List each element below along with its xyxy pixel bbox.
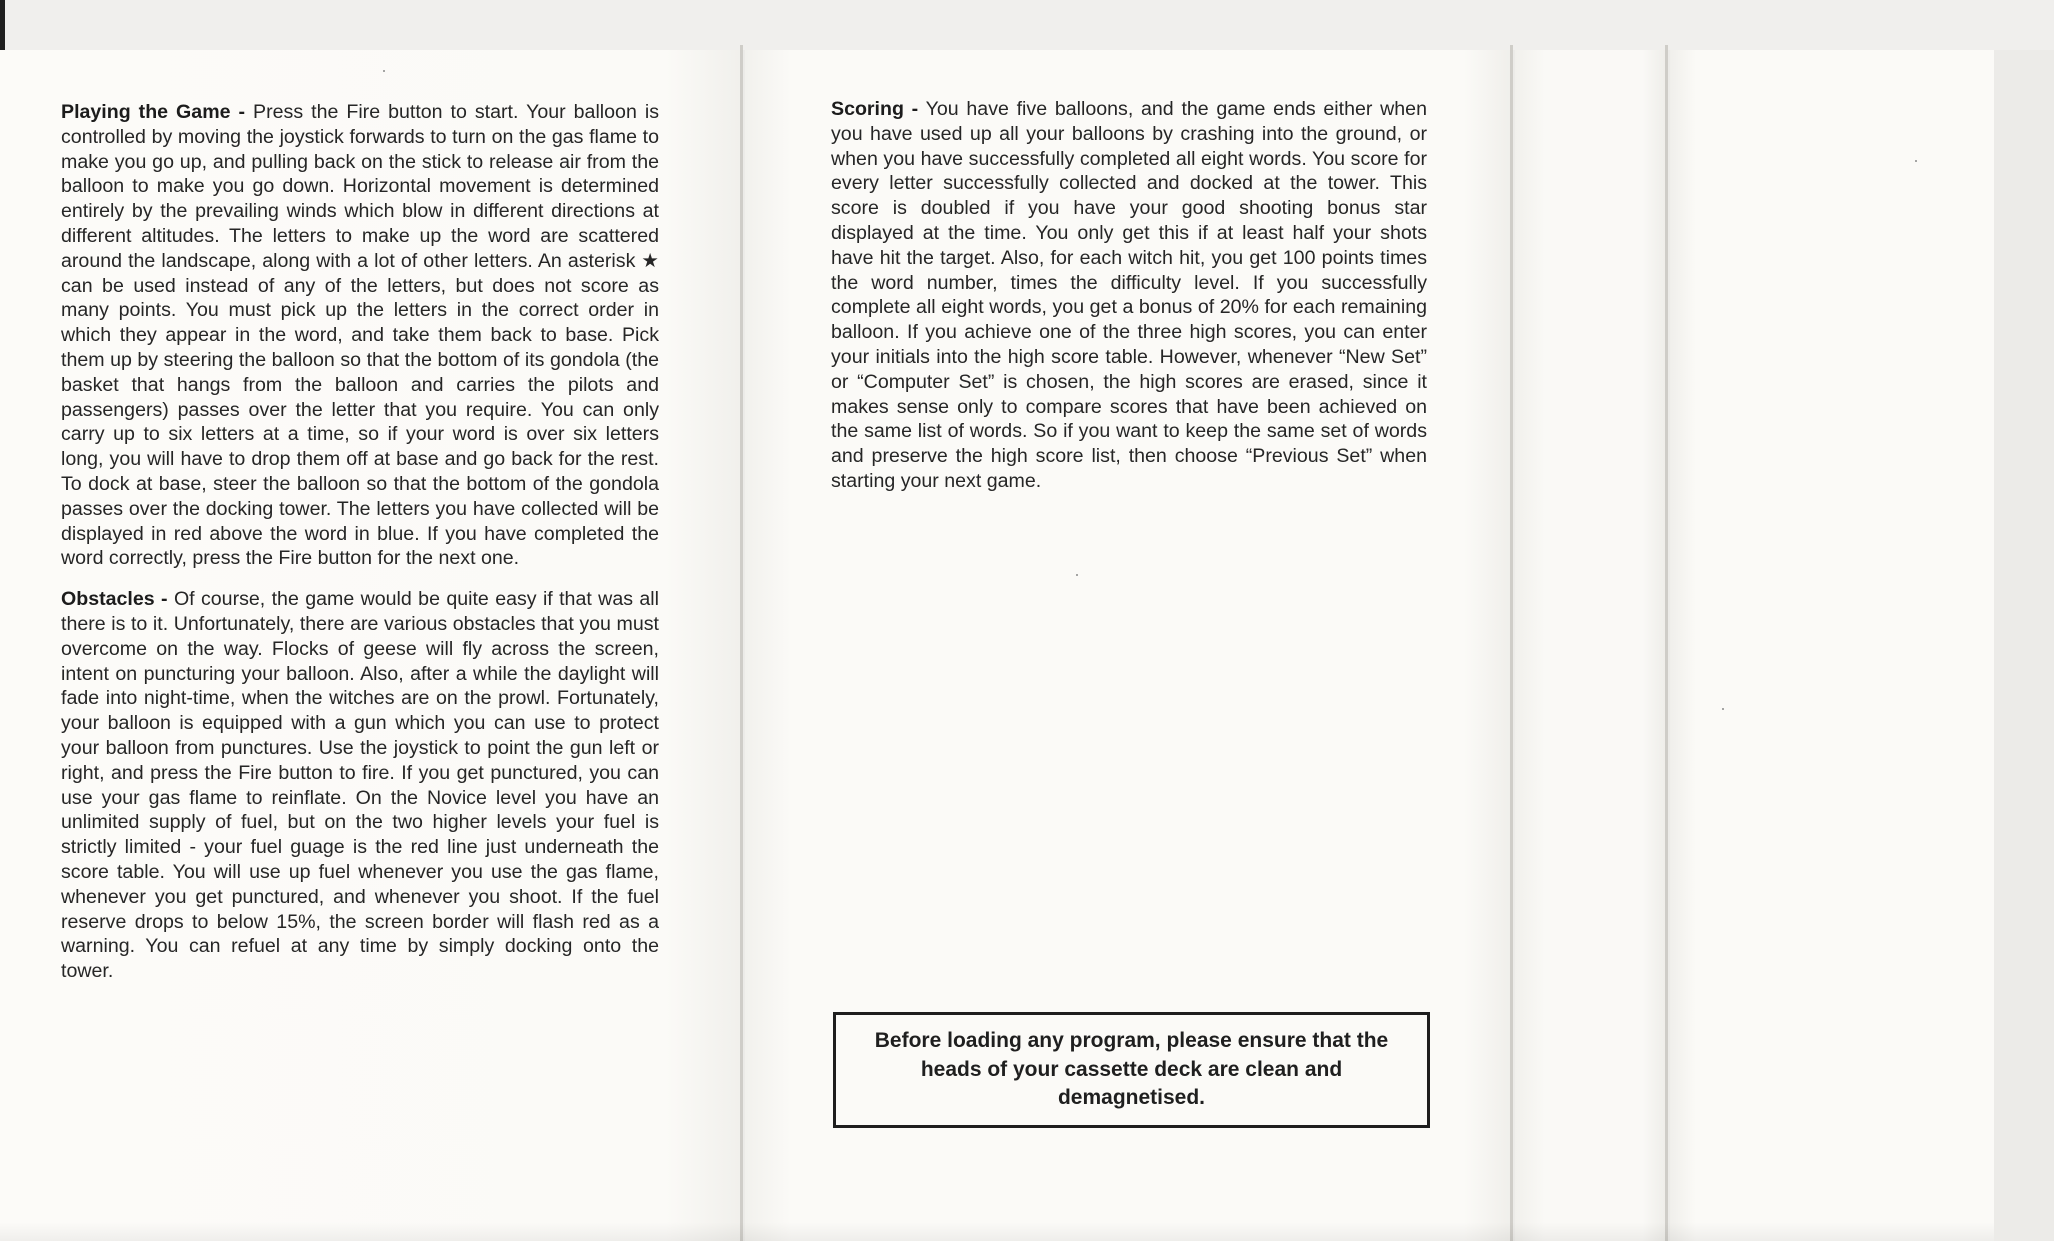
scan-edge-mark [0, 0, 5, 50]
fold-line [740, 45, 743, 1241]
playing-the-game-section [61, 100, 659, 571]
fold-line [1665, 45, 1668, 1241]
playing-the-game-body: Press the Fire button to start. Your balloon is controlled by moving the joystick forwards to turn on the gas flame to make you go up, and pulling back on the stick to release air from the balloon to make you go down. Horizontal movement is determined entirely by the prevailing winds which blow in different directions at different altitudes. The letters to make up the word are scattered around the landscape, along with a lot of other letters. An asterisk ★ can be used instead of any of the letters, but does not score as many points. You must pick up the letters in the correct order in which they appear in the word, and take them back to base. Pick them up by steering the balloon so that the bottom of its gondola (the basket that hangs from the balloon and carries the pilots and passengers) passes over the letter that you require. You can only carry up to six letters at a time, so if your word is over six letters long, you will have to drop them off at base and go back for the rest. To dock at base, steer the balloon so that the bottom of the gondola passes over the docking tower. The letters you have collected will be displayed in red above the word in blue. If you have completed the word correctly, press the Fire button for the next one. [61, 101, 659, 570]
scoring-body: You have five balloons, and the game ends either when you have used up all your balloons by crashing into the ground, or when you have successfully completed all eight words. You score for every letter successfully collected and docked at the tower. This score is doubled if you have your good shooting bonus star displayed at the time. You only get this if at least half your shots have hit the target. Also, for each witch hit, you get 100 points times the word number, times the difficulty level. If you successfully complete all eight words, you get a bonus of 20% for each remaining balloon. If you achieve one of the three high scores, you can enter your initials into the high score table. However, whenever “New Set” or “Computer Set” is chosen, the high scores are erased, since it makes sense only to compare scores that have been achieved on the same list of words. So if you want to keep the same set of words and preserve the high score list, then choose “Previous Set” when starting your next game. [831, 98, 1427, 492]
middle-text-column [831, 97, 1427, 510]
paper-speck [383, 70, 385, 72]
fold-line [1510, 45, 1513, 1241]
leaflet-panel-narrow [1515, 50, 1665, 1241]
playing-the-game-heading: Playing the Game - [61, 101, 246, 123]
scan-background-right [1994, 50, 2054, 1241]
scan-shadow [0, 1222, 1994, 1241]
obstacles-body: Of course, the game would be quite easy if that was all there is to it. Unfortunately, there are various obstacles that you must overcome on the way. Flocks of geese will fly across the screen, intent on puncturing your balloon. Also, after a while the daylight will fade into night-time, when the witches are on the prowl. Fortunately, your balloon is equipped with a gun which you can use to protect your balloon from punctures. Use the joystick to point the gun left or right, and press the Fire button to fire. If you get punctured, you can use your gas flame to reinflate. On the Novice level you have an unlimited supply of fuel, but on the two higher levels your fuel is strictly limited - your fuel guage is the red line just underneath the score table. You will use up fuel whenever you use the gas flame, whenever you get punctured, and whenever you shoot. If the fuel reserve drops to below 15%, the screen border will flash red as a warning. You can refuel at any time by simply docking onto the tower. [61, 588, 659, 983]
scoring-section [831, 97, 1427, 494]
paper-speck [1076, 574, 1078, 576]
left-text-column [61, 100, 659, 1000]
paper-speck [1915, 160, 1917, 162]
scoring-heading: Scoring - [831, 98, 919, 120]
cassette-notice-box [833, 1012, 1430, 1128]
paper-speck [1722, 708, 1724, 710]
leaflet-panel-right [1670, 50, 1994, 1241]
scan-background-top [0, 0, 2054, 50]
obstacles-section [61, 587, 659, 984]
obstacles-heading: Obstacles - [61, 588, 168, 611]
cassette-notice-text: Before loading any program, please ensure that the heads of your cassette deck are clean and demagnetised. [874, 1029, 1389, 1110]
